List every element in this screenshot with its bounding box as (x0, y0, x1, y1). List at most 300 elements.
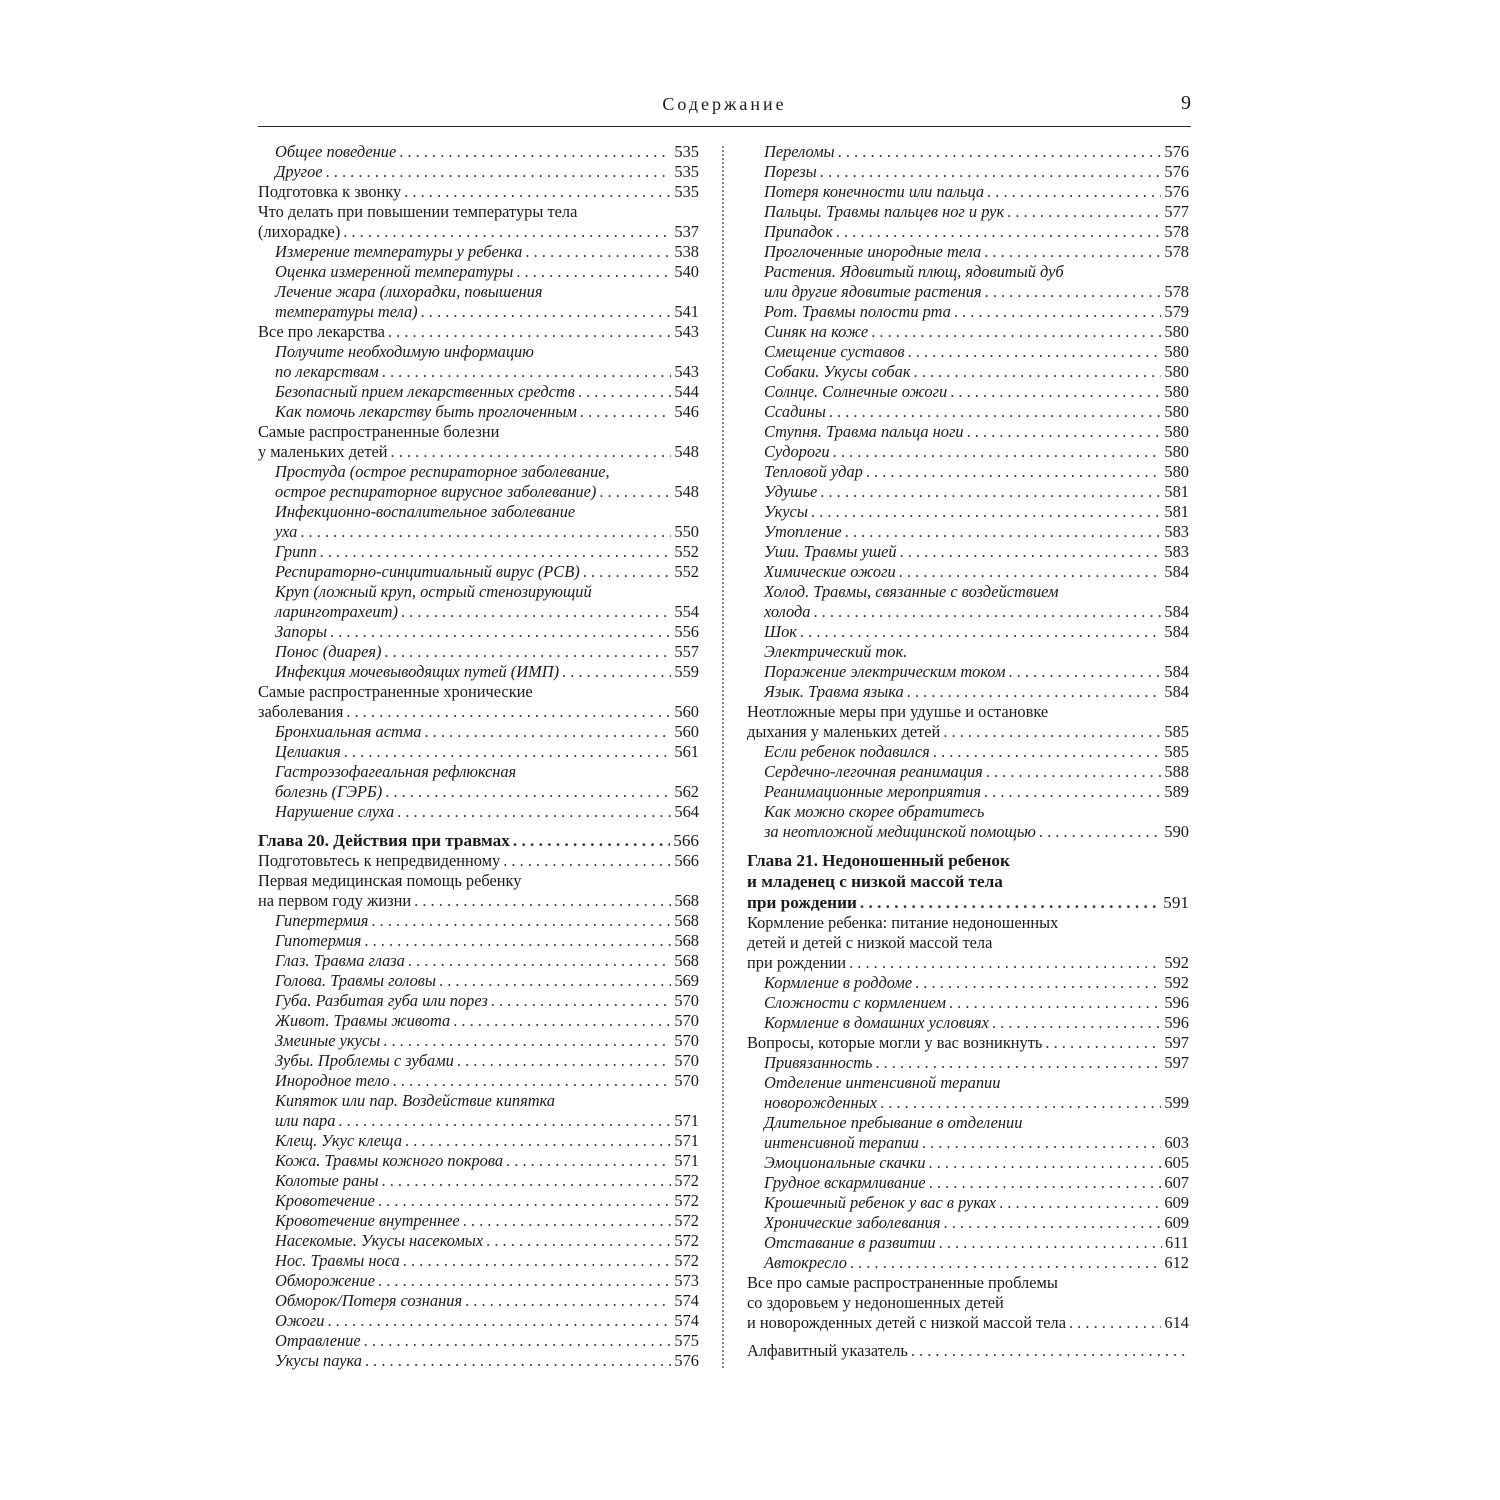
toc-entry-title: Шок (764, 622, 797, 641)
toc-entry-title: Измерение температуры у ребенка (275, 242, 523, 261)
dot-leader (525, 242, 671, 262)
dot-leader (922, 1133, 1162, 1153)
dot-leader (397, 802, 671, 822)
toc-entry-title: холода (764, 602, 811, 621)
toc-entry-title: Отставание в развитии (764, 1233, 936, 1252)
toc-entry-title: Потеря конечности или пальца (764, 182, 985, 201)
toc-entry[interactable] (747, 762, 1189, 782)
toc-page-number: 609 (1164, 1193, 1189, 1212)
toc-page-number: 580 (1164, 402, 1189, 421)
toc-entry[interactable] (258, 702, 699, 722)
toc-entry-title: Инородное тело (275, 1071, 390, 1090)
dot-leader (911, 1341, 1186, 1361)
dot-leader (939, 1233, 1162, 1253)
toc-page-number: 572 (674, 1211, 699, 1230)
dot-leader (408, 951, 672, 971)
dot-leader (908, 342, 1162, 362)
toc-entry[interactable] (258, 782, 699, 802)
toc-entry[interactable] (747, 622, 1189, 642)
toc-page-number: 584 (1164, 562, 1189, 581)
dot-leader (378, 1191, 671, 1211)
toc-page-number: 535 (674, 142, 699, 161)
toc-entry[interactable] (747, 302, 1189, 322)
toc-entry[interactable] (258, 1071, 699, 1091)
toc-entry[interactable] (747, 162, 1189, 182)
toc-chapter[interactable] (747, 892, 1189, 913)
toc-entry[interactable] (258, 1211, 699, 1231)
dot-leader (1069, 1313, 1161, 1333)
toc-page-number: 603 (1164, 1133, 1189, 1152)
dot-leader (424, 722, 671, 742)
toc-entry[interactable] (747, 1053, 1189, 1073)
toc-entry-line: Гастроэзофагеальная рефлюксная (275, 762, 517, 781)
toc-entry[interactable] (258, 891, 699, 911)
toc-entry-title: Привязанность (764, 1053, 873, 1072)
toc-entry-title: Ссадины (764, 402, 826, 421)
toc-entry-title: и новорожденных детей с низкой массой тела (747, 1313, 1066, 1332)
dot-leader (599, 482, 671, 502)
toc-entry[interactable] (258, 1331, 699, 1351)
toc-entry-title: Гипотермия (275, 931, 362, 950)
toc-entry-line: Самые распространенные хронические (258, 682, 533, 701)
toc-entry[interactable] (747, 502, 1189, 522)
toc-page-number: 578 (1164, 242, 1189, 261)
toc-page-number: 584 (1164, 602, 1189, 621)
toc-entry-title: Гипертермия (275, 911, 369, 930)
toc-entry[interactable] (258, 1011, 699, 1031)
toc-page-number: 576 (1164, 142, 1189, 161)
dot-leader (871, 322, 1161, 342)
dot-leader (1039, 822, 1162, 842)
dot-leader (838, 142, 1162, 162)
dot-leader (453, 1011, 671, 1031)
toc-entry[interactable] (747, 402, 1189, 422)
toc-entry-title: на первом году жизни (258, 891, 412, 910)
toc-page-number: 596 (1164, 993, 1189, 1012)
dot-leader (813, 602, 1161, 622)
toc-entry[interactable] (747, 382, 1189, 402)
toc-entry[interactable] (747, 442, 1189, 462)
dot-leader (933, 742, 1162, 762)
dot-leader (405, 1131, 671, 1151)
toc-entry[interactable] (747, 462, 1189, 482)
toc-page-number: 570 (674, 1011, 699, 1030)
dot-leader (929, 1173, 1162, 1193)
toc-page-number: 592 (1164, 973, 1189, 992)
dot-leader (384, 642, 671, 662)
dot-leader (899, 562, 1162, 582)
toc-page-number: 568 (674, 951, 699, 970)
toc-entry[interactable] (258, 1251, 699, 1271)
toc-entry[interactable] (258, 602, 699, 622)
toc-page-number: 591 (1163, 893, 1189, 912)
toc-entry-line: Получите необходимую информацию (275, 342, 534, 361)
page-number: 9 (1181, 92, 1191, 114)
toc-entry[interactable] (258, 622, 699, 642)
toc-entry[interactable] (747, 542, 1189, 562)
toc-page-number: 576 (674, 1351, 699, 1370)
toc-entry-title: Клещ. Укус клеща (275, 1131, 403, 1150)
toc-page-number: 578 (1164, 282, 1189, 301)
dot-leader (391, 442, 672, 462)
dot-leader (403, 1251, 672, 1271)
toc-entry[interactable] (258, 1171, 699, 1191)
toc-entry[interactable] (258, 142, 699, 162)
toc-entry[interactable] (747, 973, 1189, 993)
toc-entry-title: Поражение электрическим током (764, 662, 1006, 681)
toc-entry[interactable] (747, 182, 1189, 202)
toc-entry-title: Инфекция мочевыводящих путей (ИМП) (275, 662, 560, 681)
toc-entry-title: Грипп (275, 542, 317, 561)
dot-leader (986, 762, 1162, 782)
toc-entry-title: Безопасный прием лекарственных средств (275, 382, 575, 401)
toc-entry-title: или пара (275, 1111, 336, 1130)
toc-page-number: 585 (1164, 722, 1189, 741)
dot-leader (300, 522, 671, 542)
toc-page-number: 568 (674, 911, 699, 930)
toc-entry-title: Нос. Травмы носа (275, 1251, 400, 1270)
toc-entry-title: Рот. Травмы полости рта (764, 302, 951, 321)
toc-page-number: 561 (674, 742, 699, 761)
toc-entry[interactable] (258, 522, 699, 542)
toc-entry[interactable] (747, 1013, 1189, 1033)
toc-entry-title: болезнь (ГЭРБ) (275, 782, 383, 801)
toc-page-number: 535 (674, 182, 699, 201)
dot-leader (463, 1211, 672, 1231)
toc-entry[interactable] (747, 682, 1189, 702)
toc-page-number: 569 (674, 971, 699, 990)
toc-entry-title: Ожоги (275, 1311, 325, 1330)
toc-page-number: 607 (1164, 1173, 1189, 1192)
toc-entry[interactable] (747, 1033, 1189, 1053)
toc-entry[interactable] (258, 642, 699, 662)
toc-entry-title: при рождении (747, 893, 857, 912)
toc-entry[interactable] (258, 402, 699, 422)
dot-leader (378, 1271, 671, 1291)
toc-page-number: 609 (1164, 1213, 1189, 1232)
toc-entry[interactable] (258, 222, 699, 242)
toc-entry-title: Алфавитный указатель (747, 1341, 908, 1360)
toc-entry[interactable] (747, 562, 1189, 582)
toc-page-number: 550 (674, 522, 699, 541)
toc-entry[interactable] (258, 742, 699, 762)
toc-entry-title: ларинготрахеит) (275, 602, 398, 621)
toc-entry-title: Ступня. Травма пальца ноги (764, 422, 964, 441)
toc-entry[interactable] (258, 1351, 699, 1371)
dot-leader (364, 931, 671, 951)
toc-entry-title: Глава 20. Действия при травмах (258, 831, 510, 850)
toc-page-number: 540 (674, 262, 699, 281)
toc-entry-title: Как помочь лекарству быть проглоченным (275, 402, 577, 421)
toc-entry[interactable] (258, 1271, 699, 1291)
toc-entry-title: Бронхиальная астма (275, 722, 422, 741)
toc-entry[interactable] (747, 1233, 1189, 1253)
dot-leader (984, 782, 1161, 802)
toc-entry[interactable] (747, 602, 1189, 622)
toc-entry-title: Грудное вскармливание (764, 1173, 926, 1192)
toc-entry[interactable] (258, 851, 699, 871)
toc-entry[interactable] (258, 542, 699, 562)
toc-entry-title: Сложности с кормлением (764, 993, 946, 1012)
toc-entry[interactable] (258, 562, 699, 582)
dot-leader (944, 1213, 1162, 1233)
toc-entry-title: Реанимационные мероприятия (764, 782, 981, 801)
dot-leader (999, 1193, 1161, 1213)
toc-entry[interactable] (747, 1093, 1189, 1113)
dot-leader (860, 892, 1160, 913)
toc-entry-line: Отделение интенсивной терапии (764, 1073, 1001, 1092)
toc-entry[interactable] (258, 1231, 699, 1251)
dot-leader (907, 682, 1162, 702)
toc-entry-line: Электрический ток. (764, 642, 908, 661)
toc-entry[interactable] (747, 1193, 1189, 1213)
toc-page-number: 597 (1164, 1033, 1189, 1052)
toc-page-number: 559 (674, 662, 699, 681)
toc-page-number: 560 (674, 722, 699, 741)
toc-page-number: 584 (1164, 662, 1189, 681)
toc-entry[interactable] (258, 1291, 699, 1311)
dot-leader (984, 242, 1161, 262)
toc-entry-title: Голова. Травмы головы (275, 971, 437, 990)
toc-chapter[interactable] (258, 830, 699, 851)
toc-entry-line: Первая медицинская помощь ребенку (258, 871, 522, 890)
toc-entry-line: Кипяток или пар. Воздействие кипятка (275, 1091, 556, 1110)
toc-entry-title: температуры тела) (275, 302, 418, 321)
section-gap (747, 1333, 1189, 1341)
toc-entry-line: Круп (ложный круп, острый стенозирующий (275, 582, 592, 601)
toc-entry-title: острое респираторное вирусное заболевание) (275, 482, 597, 501)
dot-leader (320, 542, 672, 562)
toc-entry[interactable] (747, 1153, 1189, 1173)
dot-leader (516, 262, 671, 282)
toc-entry[interactable] (258, 302, 699, 322)
dot-leader (1008, 662, 1161, 682)
toc-entry-title: Обморок/Потеря сознания (275, 1291, 463, 1310)
toc-page-number: 614 (1164, 1313, 1189, 1332)
toc-page-number: 568 (674, 931, 699, 950)
toc-entry[interactable] (258, 1131, 699, 1151)
toc-entry[interactable] (258, 322, 699, 342)
toc-entry-title: Живот. Травмы живота (275, 1011, 451, 1030)
dot-leader (850, 1253, 1162, 1273)
toc-entry[interactable] (258, 662, 699, 682)
dot-leader (928, 1153, 1161, 1173)
toc-page-number: 568 (674, 891, 699, 910)
toc-entry-title: Кормление в домашних условиях (764, 1013, 989, 1032)
toc-entry[interactable] (258, 182, 699, 202)
toc-page-number: 576 (1164, 162, 1189, 181)
toc-entry[interactable] (258, 1051, 699, 1071)
toc-entry-title: Сердечно-легочная реанимация (764, 762, 983, 781)
toc-entry-line: детей и детей с низкой массой тела (747, 933, 993, 952)
toc-entry[interactable] (747, 782, 1189, 802)
toc-entry[interactable] (258, 382, 699, 402)
dot-leader (1007, 202, 1161, 222)
toc-column-left (258, 142, 699, 1371)
toc-entry-title: Запоры (275, 622, 327, 641)
toc-entry[interactable] (258, 911, 699, 931)
toc-entry[interactable] (258, 991, 699, 1011)
toc-entry[interactable] (747, 202, 1189, 222)
toc-entry-title: Тепловой удар (764, 462, 863, 481)
dot-leader (326, 162, 672, 182)
toc-entry[interactable] (258, 1311, 699, 1331)
toc-entry[interactable] (747, 1313, 1189, 1333)
toc-entry-title: Припадок (764, 222, 833, 241)
toc-entry-title: Если ребенок подавился (764, 742, 930, 761)
toc-entry-title: Кровотечение внутреннее (275, 1211, 460, 1230)
toc-entry-title: (лихорадке) (258, 222, 341, 241)
toc-entry[interactable] (747, 822, 1189, 842)
toc-page-number: 605 (1164, 1153, 1189, 1172)
toc-entry[interactable] (258, 1031, 699, 1051)
toc-entry[interactable] (258, 1191, 699, 1211)
dot-leader (950, 382, 1161, 402)
dot-leader (943, 722, 1161, 742)
toc-entry[interactable] (747, 1213, 1189, 1233)
toc-entry-title: уха (275, 522, 298, 541)
dot-leader (365, 1351, 671, 1371)
toc-page-number: 564 (674, 802, 699, 821)
toc-page-number: 612 (1164, 1253, 1189, 1272)
toc-entry-title: Укусы паука (275, 1351, 362, 1370)
toc-entry[interactable] (747, 1253, 1189, 1273)
dot-leader (1045, 1033, 1161, 1053)
dot-leader (338, 1111, 671, 1131)
toc-entry[interactable] (258, 262, 699, 282)
toc-page-number: 543 (674, 322, 699, 341)
toc-page-number: 597 (1164, 1053, 1189, 1072)
dot-leader (880, 1093, 1161, 1113)
toc-page-number: 537 (674, 222, 699, 241)
toc-entry-title: Синяк на коже (764, 322, 869, 341)
dot-leader (900, 542, 1162, 562)
toc-page-number: 538 (674, 242, 699, 261)
toc-entry-line: Неотложные меры при удушье и остановке (747, 702, 1049, 721)
dot-leader (401, 602, 671, 622)
toc-page-number: 596 (1164, 1013, 1189, 1032)
dot-leader (513, 830, 670, 851)
toc-entry-title: Автокресло (764, 1253, 847, 1272)
toc-entry[interactable] (258, 362, 699, 382)
toc-page-number: 543 (674, 362, 699, 381)
toc-entry[interactable] (747, 482, 1189, 502)
toc-entry[interactable] (747, 722, 1189, 742)
section-gap (747, 842, 1189, 850)
toc-entry-title: или другие ядовитые растения (764, 282, 982, 301)
toc-entry[interactable] (747, 242, 1189, 262)
toc-entry-title: Собаки. Укусы собак (764, 362, 911, 381)
toc-page-number: 548 (674, 442, 699, 461)
dot-leader (578, 382, 672, 402)
toc-entry-title: Смещение суставов (764, 342, 905, 361)
toc-entry[interactable] (747, 1133, 1189, 1153)
toc-entry-line: Длительное пребывание в отделении (764, 1113, 1023, 1132)
dot-leader (845, 522, 1162, 542)
toc-entry[interactable] (258, 802, 699, 822)
toc-entry[interactable] (747, 222, 1189, 242)
toc-entry-line: Растения. Ядовитый плющ, ядовитый дуб (764, 262, 1064, 281)
toc-page-number: 544 (674, 382, 699, 401)
chapter-title-line: Глава 21. Недоношенный ребенок (747, 851, 1010, 870)
dot-leader (330, 622, 671, 642)
toc-entry[interactable] (258, 442, 699, 462)
column-divider (722, 146, 724, 1368)
toc-page-number: 572 (674, 1191, 699, 1210)
dot-leader (465, 1291, 671, 1311)
toc-entry-title: Уши. Травмы ушей (764, 542, 897, 561)
toc-page-number: 579 (1164, 302, 1189, 321)
toc-entry[interactable] (747, 282, 1189, 302)
toc-page-number: 571 (674, 1111, 699, 1130)
toc-entry[interactable] (747, 1341, 1189, 1361)
toc-entry-title: заболевания (258, 702, 344, 721)
toc-entry-title: Крошечный ребенок у вас в руках (764, 1193, 997, 1212)
toc-page-number: 589 (1164, 782, 1189, 801)
toc-page-number: 556 (674, 622, 699, 641)
dot-leader (580, 402, 672, 422)
dot-leader (811, 502, 1161, 522)
toc-entry[interactable] (747, 1173, 1189, 1193)
toc-entry[interactable] (258, 722, 699, 742)
toc-entry-title: Укусы (764, 502, 808, 521)
toc-entry[interactable] (747, 322, 1189, 342)
toc-entry[interactable] (258, 1151, 699, 1171)
toc-page-number: 578 (1164, 222, 1189, 241)
toc-page-number: 573 (674, 1271, 699, 1290)
toc-entry[interactable] (258, 931, 699, 951)
dot-leader (985, 282, 1162, 302)
toc-entry[interactable] (258, 482, 699, 502)
dot-leader (491, 991, 672, 1011)
toc-page-number: 566 (674, 851, 699, 870)
toc-entry[interactable] (747, 422, 1189, 442)
chapter-title-line: и младенец с низкой массой тела (747, 872, 1003, 891)
toc-entry-line: Простуда (острое респираторное заболевание, (275, 462, 610, 481)
dot-leader (987, 182, 1161, 202)
dot-leader (503, 851, 671, 871)
toc-entry[interactable] (747, 993, 1189, 1013)
toc-entry[interactable] (747, 142, 1189, 162)
toc-entry[interactable] (258, 1111, 699, 1131)
toc-entry[interactable] (747, 742, 1189, 762)
toc-entry-title: за неотложной медицинской помощью (764, 822, 1036, 841)
toc-entry[interactable] (258, 951, 699, 971)
dot-leader (833, 442, 1162, 462)
toc-entry[interactable] (747, 953, 1189, 973)
dot-leader (457, 1051, 672, 1071)
toc-entry[interactable] (747, 522, 1189, 542)
dot-leader (385, 782, 671, 802)
toc-entry[interactable] (258, 162, 699, 182)
dot-leader (414, 891, 671, 911)
toc-entry[interactable] (747, 342, 1189, 362)
toc-entry[interactable] (258, 242, 699, 262)
toc-page-number: 548 (674, 482, 699, 501)
toc-entry-title: Язык. Травма языка (764, 682, 904, 701)
page-title: Содержание (662, 94, 787, 114)
toc-entry[interactable] (747, 662, 1189, 682)
toc-page-number: 580 (1164, 442, 1189, 461)
toc-entry-title: Понос (диарея) (275, 642, 382, 661)
toc-entry-title: Переломы (764, 142, 835, 161)
dot-leader (506, 1151, 671, 1171)
toc-entry-title: Судороги (764, 442, 830, 461)
running-header (258, 92, 1191, 127)
toc-entry[interactable] (258, 971, 699, 991)
toc-page-number: 552 (674, 542, 699, 561)
toc-entry[interactable] (747, 362, 1189, 382)
